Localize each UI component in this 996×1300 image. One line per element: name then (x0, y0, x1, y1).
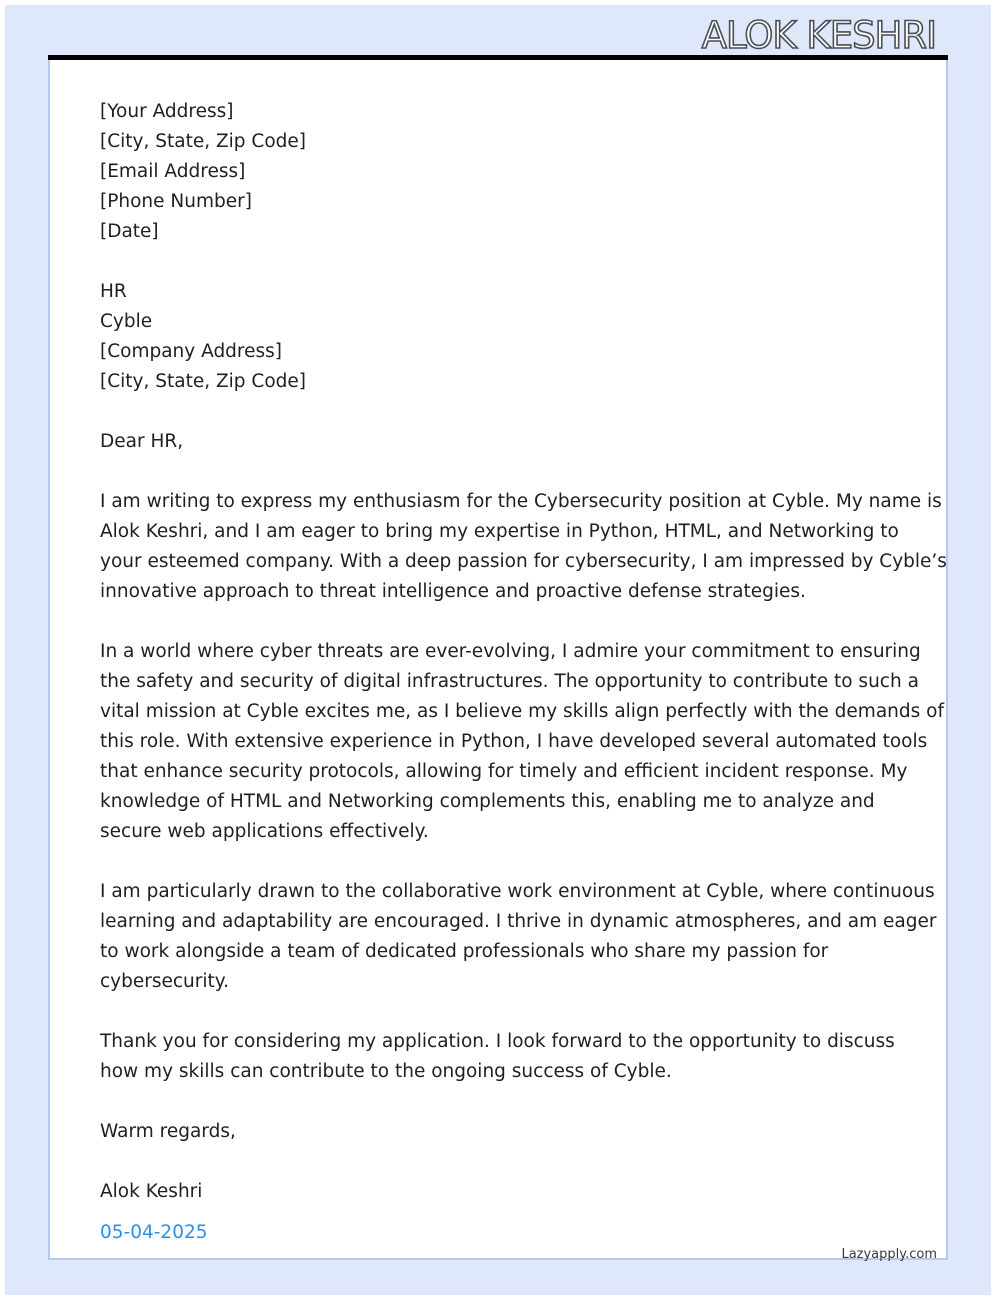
sender-address: [Your Address] (100, 101, 234, 122)
source-watermark: Lazyapply.com (841, 1247, 937, 1262)
recipient-block (100, 277, 900, 397)
signature (100, 1177, 900, 1207)
paragraph-line: that enhance security protocols, allowing for timely and efficient incident response. My (100, 761, 908, 782)
paragraph-line: the safety and security of digital infrastructures. The opportunity to contribute to such a (100, 671, 919, 692)
paragraph-line: I am particularly drawn to the collaborative work environment at Cyble, where continuous (100, 881, 935, 902)
paragraph-line: Thank you for considering my application. I look forward to the opportunity to discuss (100, 1031, 895, 1052)
sender-block (100, 97, 900, 247)
recipient-attention: HR (100, 281, 127, 302)
paragraph-line: your esteemed company. With a deep passion for cybersecurity, I am impressed by Cyble’s (100, 551, 947, 572)
paragraph-1 (100, 487, 947, 607)
paragraph-line: In a world where cyber threats are ever-evolving, I admire your commitment to ensuring (100, 641, 921, 662)
recipient-company: Cyble (100, 311, 153, 332)
paragraph-line: this role. With extensive experience in Python, I have developed several automated tools (100, 731, 928, 752)
recipient-address: [Company Address] (100, 341, 283, 362)
paragraph-line: Alok Keshri, and I am eager to bring my expertise in Python, HTML, and Networking to (100, 521, 899, 542)
sender-city-state-zip: [City, State, Zip Code] (100, 131, 306, 152)
sender-email: [Email Address] (100, 161, 246, 182)
paragraph-line: innovative approach to threat intelligence and proactive defense strategies. (100, 581, 806, 602)
paragraph-line: I am writing to express my enthusiasm for the Cybersecurity position at Cyble. My name is (100, 491, 942, 512)
salutation-text: Dear HR, (100, 431, 184, 452)
paragraph-line: learning and adaptability are encouraged. I thrive in dynamic atmospheres, and am eager (100, 911, 937, 932)
paragraph-line: secure web applications effectively. (100, 821, 429, 842)
paragraph-line: how my skills can contribute to the ongoing success of Cyble. (100, 1061, 672, 1082)
cover-letter-body (100, 97, 947, 1207)
recipient-city-state-zip: [City, State, Zip Code] (100, 371, 306, 392)
paragraph-4 (100, 1027, 900, 1087)
applicant-name-header: ALOK KESHRI (701, 14, 936, 57)
paragraph-line: cybersecurity. (100, 971, 229, 992)
sender-phone: [Phone Number] (100, 191, 252, 212)
footer-date: 05-04-2025 (100, 1222, 208, 1243)
signature-name: Alok Keshri (100, 1181, 203, 1202)
paragraph-line: to work alongside a team of dedicated professionals who share my passion for (100, 941, 829, 962)
paragraph-line: knowledge of HTML and Networking complements this, enabling me to analyze and (100, 791, 875, 812)
paragraph-2 (100, 637, 944, 847)
paragraph-line: vital mission at Cyble excites me, as I believe my skills align perfectly with the demands of (100, 701, 944, 722)
closing (100, 1117, 900, 1147)
paragraph-3 (100, 877, 937, 997)
salutation (100, 427, 900, 457)
closing-text: Warm regards, (100, 1121, 236, 1142)
sender-date: [Date] (100, 221, 159, 242)
